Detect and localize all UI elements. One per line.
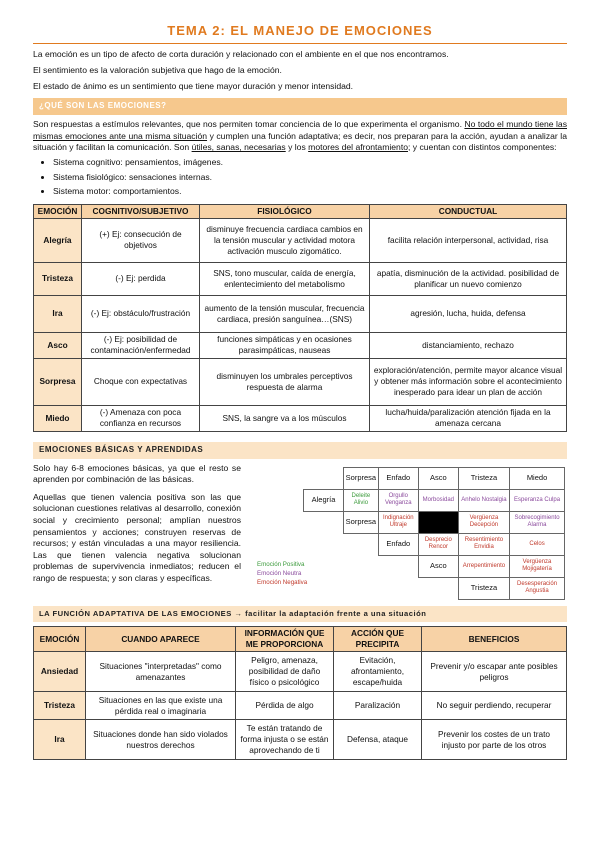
table-row xyxy=(34,332,567,358)
table-cell: disminuye frecuencia cardiaca cambios en la tensión muscular y actividad motora activación musculo zigomático. xyxy=(200,218,370,262)
section-heading-basicas: EMOCIONES BÁSICAS Y APRENDIDAS xyxy=(33,442,567,459)
table-cell: SNS, tono muscular, caída de energía, enlentecimiento del metabolismo xyxy=(200,262,370,295)
row-label: Alegría xyxy=(34,218,82,262)
text-run: y los xyxy=(285,142,309,153)
grid-cell-blacked xyxy=(418,511,458,533)
grid-row xyxy=(304,577,565,599)
table-cell: (+) Ej: consecución de objetivos xyxy=(82,218,200,262)
adaptive-function-table xyxy=(33,626,567,760)
emotion-components-table xyxy=(33,204,567,432)
grid-row-header: Enfado xyxy=(378,533,418,555)
table-cell: lucha/huida/paralización atención fijada en la amenaza cercana xyxy=(370,405,567,431)
table-cell: Paralización xyxy=(334,692,422,720)
table-cell: Situaciones "interpretadas" como amenazantes xyxy=(86,652,236,692)
table-cell: Evitación, afrontamiento, escape/huida xyxy=(334,652,422,692)
table-row xyxy=(34,218,567,262)
row-label: Ira xyxy=(34,295,82,332)
list-item: • Sistema fisiológico: sensaciones internas. xyxy=(53,172,567,184)
grid-cell: Desesperación Angustia xyxy=(510,577,565,599)
section1-paragraph xyxy=(33,119,567,154)
table-cell: Situaciones donde han sido violados nuestros derechos xyxy=(86,720,236,760)
table-header-row xyxy=(34,204,567,218)
grid-cell: Vergüenza Mojigatería xyxy=(510,555,565,577)
underlined-text: No todo el mundo tiene las mismas emociones ante una misma situación xyxy=(33,119,567,141)
grid-cell: Indignación Ultraje xyxy=(378,511,418,533)
grid-row-header: Sorpresa xyxy=(344,511,379,533)
legend-negative: Emoción Negativa xyxy=(257,578,308,586)
column-header: CONDUCTUAL xyxy=(370,204,567,218)
grid-cell: Arrepentimiento xyxy=(458,555,509,577)
grid-row xyxy=(304,511,565,533)
row-label: Tristeza xyxy=(34,262,82,295)
grid-col-header: Miedo xyxy=(510,467,565,489)
table-cell: Prevenir los costes de un trato injusto por parte de los otros xyxy=(422,720,567,760)
table-cell: aumento de la tensión muscular, frecuencia cardiaca, presión sanguínea…(SNS) xyxy=(200,295,370,332)
column-header: CUANDO APARECE xyxy=(86,626,236,651)
grid-cell: Desprecio Rencor xyxy=(418,533,458,555)
column-header: INFORMACIÓN QUE ME PROPORCIONA xyxy=(236,626,334,651)
intro-block xyxy=(33,49,567,93)
components-list xyxy=(53,157,567,198)
valence-legend xyxy=(257,561,307,588)
paragraph: Aquellas que tienen valencia positiva son las que solucionan cuestiones relativas al desarrollo, conexión social y crecimiento personal; amplían nuestros pensamientos y acciones; construyen reservas de recursos; y están vinculadas a una mayor resiliencia. Las que tienen valencia negativa solucionan problemas de supervivencia inmediatos; reducen el rango de respuesta; y son claras y específicas. xyxy=(33,491,241,584)
grid-cell: Celos xyxy=(510,533,565,555)
grid-cell: Resentimiento Envidia xyxy=(458,533,509,555)
grid-cell: Morbosidad xyxy=(418,489,458,511)
basic-emotions-block xyxy=(33,463,567,600)
table-cell: apatía, disminución de la actividad. posibilidad de planificar un nuevo comienzo xyxy=(370,262,567,295)
table-cell: SNS, la sangre va a los músculos xyxy=(200,405,370,431)
table-row xyxy=(34,295,567,332)
grid-cell: Vergüenza Decepción xyxy=(458,511,509,533)
row-label: Tristeza xyxy=(34,692,86,720)
intro-line: La emoción es un tipo de afecto de corta duración y relacionado con el ambiente en el que nos encontramos. xyxy=(33,48,449,59)
table-cell: Te están tratando de forma injusta o se están aprovechando de ti xyxy=(236,720,334,760)
text-run: y cumplen una función adaptativa; es decir, nos preparan para la acción, ayudan a analizar la situación y facilitan la comunicación. Son xyxy=(33,130,567,153)
table-cell: (-) Ej: perdida xyxy=(82,262,200,295)
table-row xyxy=(34,262,567,295)
grid-cell: Deleite Alivio xyxy=(344,489,379,511)
table-row xyxy=(34,652,567,692)
text-run: ; y cuentan con distintos componentes: xyxy=(408,142,557,153)
table-cell: exploración/atención, permite mayor alcance visual y obtener más información sobre el acontecimiento inesperado para idear un plan de acción xyxy=(370,358,567,405)
grid-row-header: Tristeza xyxy=(458,577,509,599)
title-divider xyxy=(33,43,567,44)
intro-line: El sentimiento es la valoración subjetiva que hago de la emoción. xyxy=(33,64,282,75)
row-label: Asco xyxy=(34,332,82,358)
column-header: BENEFICIOS xyxy=(422,626,567,651)
emotion-mix-figure xyxy=(241,463,567,600)
grid-cell: Sobrecogimiento Alarma xyxy=(510,511,565,533)
table-cell: (-) Ej: obstáculo/frustración xyxy=(82,295,200,332)
table-row xyxy=(34,692,567,720)
table-cell: No seguir perdiendo, recuperar xyxy=(422,692,567,720)
grid-row-header: Alegría xyxy=(304,489,344,511)
table-cell: (-) Amenaza con poca confianza en recursos xyxy=(82,405,200,431)
paragraph: Solo hay 6-8 emociones básicas, ya que el resto se aprenden por combinación de las básicas. xyxy=(33,462,241,485)
row-label: Sorpresa xyxy=(34,358,82,405)
grid-row xyxy=(304,489,565,511)
column-header: COGNITIVO/SUBJETIVO xyxy=(82,204,200,218)
table-cell: agresión, lucha, huida, defensa xyxy=(370,295,567,332)
table-cell: disminuyen los umbrales perceptivos respuesta de alarma xyxy=(200,358,370,405)
table-cell: (-) Ej: posibilidad de contaminación/enfermedad xyxy=(82,332,200,358)
section-heading-que-son: ¿QUÉ SON LAS EMOCIONES? xyxy=(33,98,567,115)
table-cell: Defensa, ataque xyxy=(334,720,422,760)
table-cell: distanciamiento, rechazo xyxy=(370,332,567,358)
grid-row-header: Asco xyxy=(418,555,458,577)
underlined-text: motores del afrontamiento xyxy=(308,142,408,153)
grid-col-header: Enfado xyxy=(378,467,418,489)
table-cell: Situaciones en las que existe una pérdida real o imaginaria xyxy=(86,692,236,720)
basic-emotions-text xyxy=(33,463,241,600)
list-item: • Sistema cognitivo: pensamientos, imágenes. xyxy=(53,157,567,169)
column-header: EMOCIÓN xyxy=(34,626,86,651)
table-row xyxy=(34,720,567,760)
legend-positive: Emoción Positiva xyxy=(257,560,305,568)
table-cell: Prevenir y/o escapar ante posibles peligros xyxy=(422,652,567,692)
list-item: • Sistema motor: comportamientos. xyxy=(53,186,567,198)
row-label: Miedo xyxy=(34,405,82,431)
grid-header-row xyxy=(304,467,565,489)
text-run: Son respuestas a estímulos relevantes, que nos permiten tomar conciencia de lo que experimenta el organismo. xyxy=(33,119,465,130)
grid-col-header: Tristeza xyxy=(458,467,509,489)
table-cell: facilita relación interpersonal, actividad, risa xyxy=(370,218,567,262)
intro-line: El estado de ánimo es un sentimiento que tiene mayor duración y menor intensidad. xyxy=(33,80,354,91)
grid-row xyxy=(304,533,565,555)
grid-col-header: Sorpresa xyxy=(344,467,379,489)
legend-neutral: Emoción Neutra xyxy=(257,569,302,577)
grid-col-header: Asco xyxy=(418,467,458,489)
column-header: ACCIÓN QUE PRECIPITA xyxy=(334,626,422,651)
column-header: EMOCIÓN xyxy=(34,204,82,218)
table-cell: Choque con expectativas xyxy=(82,358,200,405)
grid-row xyxy=(304,555,565,577)
grid-cell: Esperanza Culpa xyxy=(510,489,565,511)
grid-cell: Orgullo Venganza xyxy=(378,489,418,511)
column-header: FISIOLÓGICO xyxy=(200,204,370,218)
grid-cell: Anhelo Nostalgia xyxy=(458,489,509,511)
table-row xyxy=(34,358,567,405)
row-label: Ira xyxy=(34,720,86,760)
page-title: TEMA 2: EL MANEJO DE EMOCIONES xyxy=(167,23,433,38)
table-header-row xyxy=(34,626,567,651)
table-cell: funciones simpáticas y en ocasiones parasimpáticas, nauseas xyxy=(200,332,370,358)
section-heading-funcion-adaptativa: LA FUNCIÓN ADAPTATIVA DE LAS EMOCIONES → facilitar la adaptación frente a una situación xyxy=(33,606,567,622)
table-cell: Pérdida de algo xyxy=(236,692,334,720)
underlined-text: útiles, sanas, necesarias xyxy=(191,142,286,153)
table-cell: Peligro, amenaza, posibilidad de daño físico o psicológico xyxy=(236,652,334,692)
table-row xyxy=(34,405,567,431)
row-label: Ansiedad xyxy=(34,652,86,692)
emotion-combination-grid xyxy=(303,467,565,600)
